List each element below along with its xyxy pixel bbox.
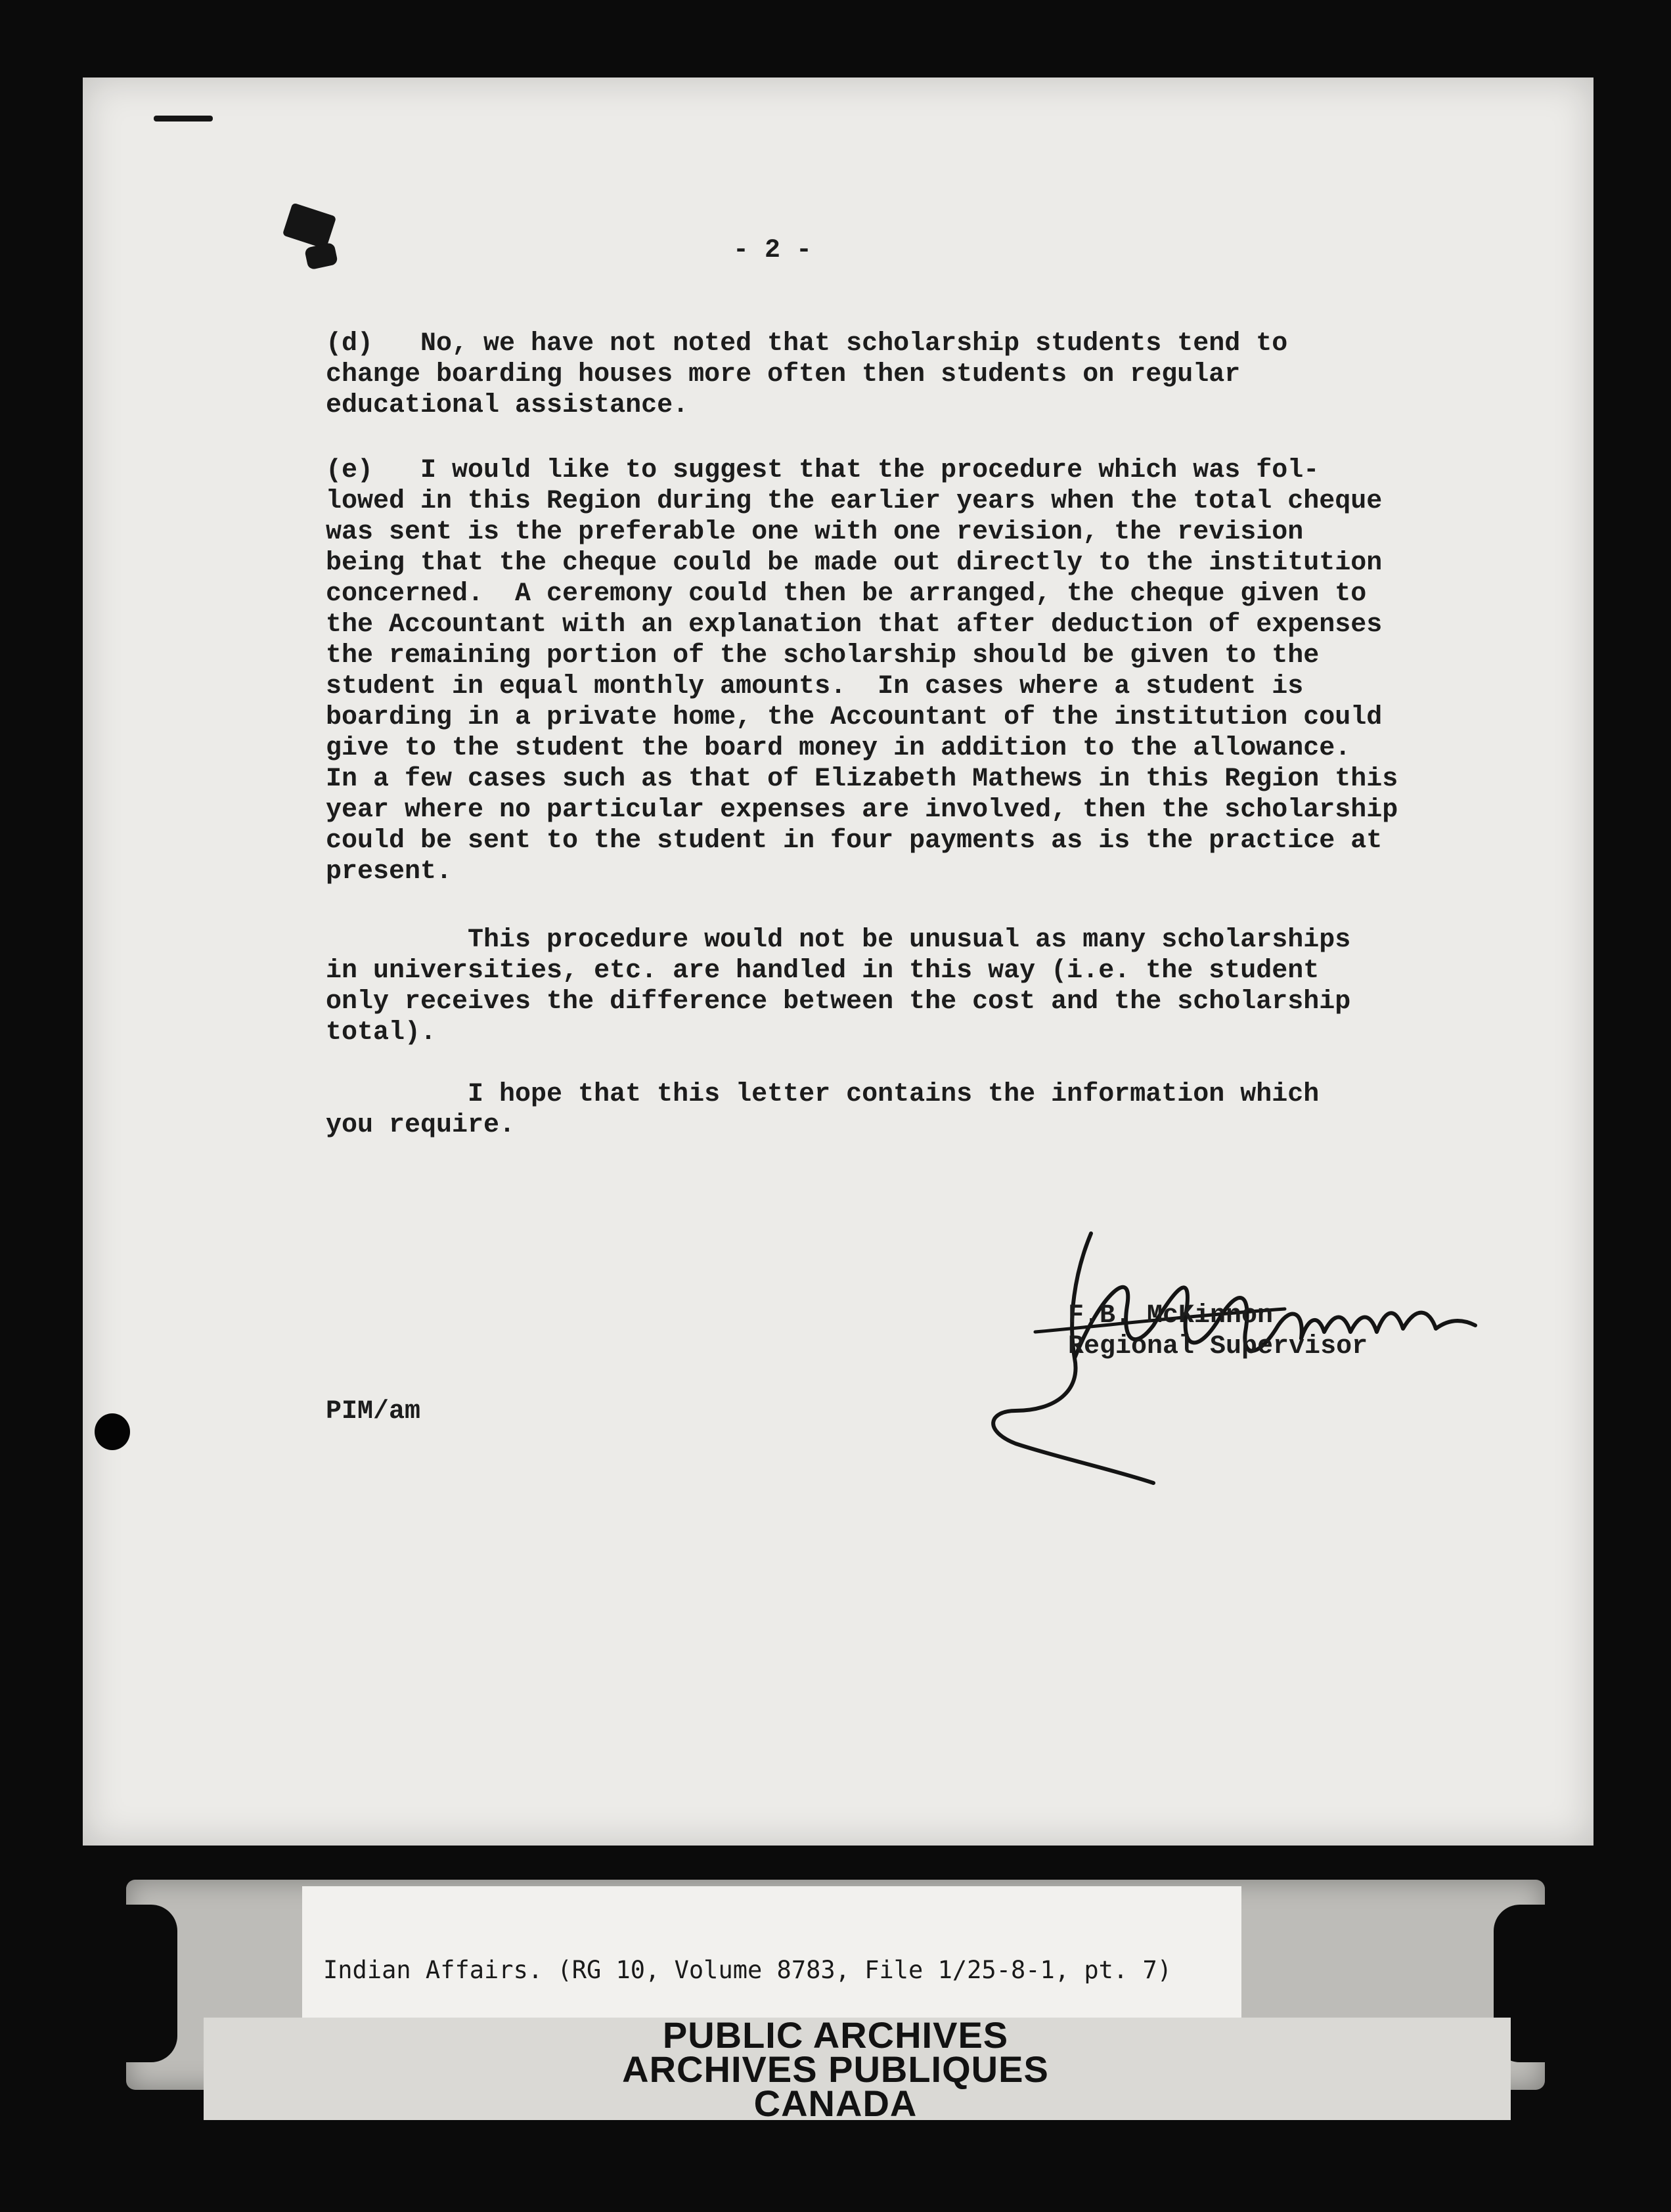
- archive-reference: Indian Affairs. (RG 10, Volume 8783, File 1/25-8-1, pt. 7): [323, 1956, 1172, 1984]
- paragraph-closing: I hope that this letter contains the information which you require.: [326, 1080, 1320, 1140]
- letter-page: [83, 77, 1593, 1846]
- paragraph-procedure: This procedure would not be unusual as many scholarships in universities, etc. are handled in this way (i.e. the student only receives the difference between the cost and the scholarship total).: [326, 925, 1351, 1048]
- paragraph-e: (e) I would like to suggest that the procedure which was fol- lowed in this Region during the earlier years when the total cheque was sent is the preferable one with one revision, the revision being that the cheque could be made out directly to the institution concerned. A ceremony could then be arranged, the cheque given to the Accountant with an explanation that after deduction of expenses the remaining portion of the scholarship should be given to the student in equal monthly amounts. In cases where a student is boarding in a private home, the Accountant of the institution could give to the student the board money in addition to the allowance. In a few cases such as that of Elizabeth Mathews in this Region this year where no particular expenses are involved, then the scholarship could be sent to the student in four payments as is the practice at present.: [326, 456, 1398, 887]
- paragraph-d: (d) No, we have not noted that scholarship students tend to change boarding houses more often then students on regular educational assistance.: [326, 329, 1288, 420]
- archive-stamp-line-2: ARCHIVES PUBLIQUES: [622, 2048, 1049, 2090]
- archive-stamp-line-3: CANADA: [753, 2083, 918, 2124]
- archive-stamp-line-1: PUBLIC ARCHIVES: [662, 2014, 1009, 2056]
- typist-initials: PIM/am: [326, 1397, 421, 1427]
- page-number: - 2 -: [733, 236, 813, 265]
- ink-smudge: [304, 242, 338, 271]
- punch-hole: [95, 1413, 130, 1450]
- ink-smudge: [282, 202, 337, 249]
- signatory-name: F.B. McKinnon: [1068, 1301, 1274, 1331]
- signatory-title: Regional Supervisor: [1068, 1332, 1368, 1361]
- ink-mark: [154, 116, 213, 122]
